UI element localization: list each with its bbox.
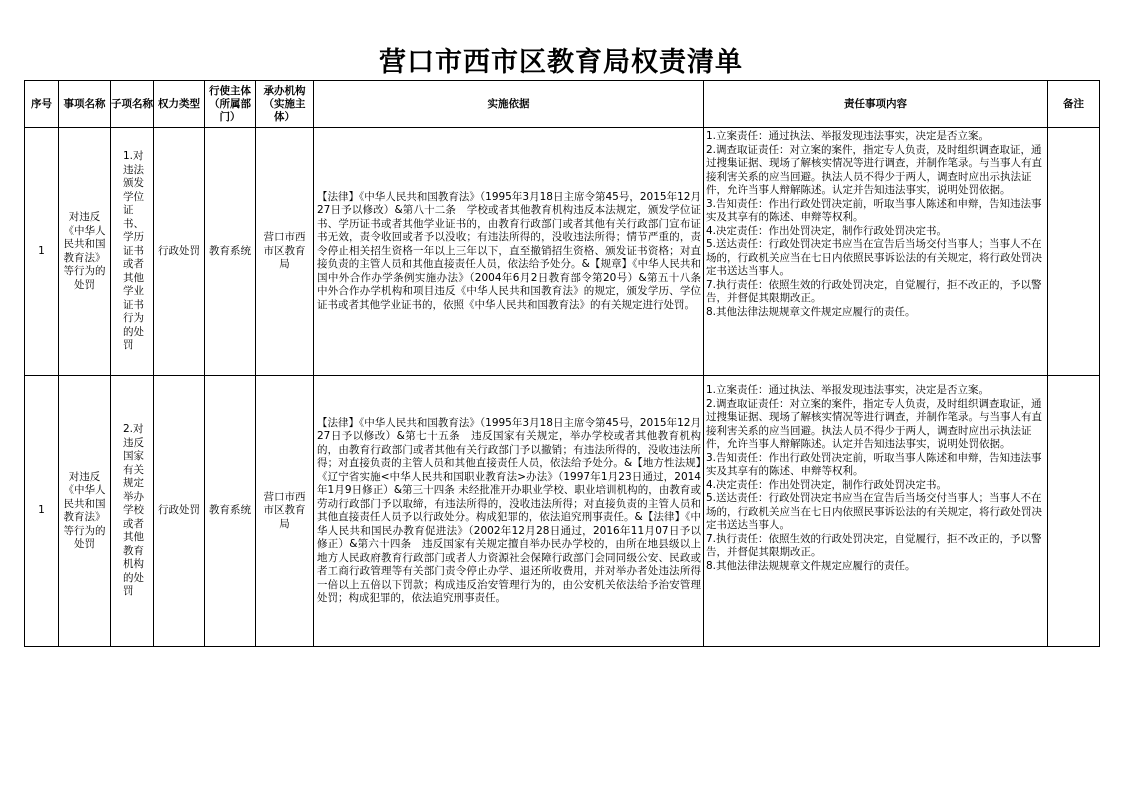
cell-seq: 1 (25, 128, 59, 376)
cell-agency: 营口市西市区教育局 (256, 376, 314, 647)
cell-responsibility (704, 376, 1048, 647)
responsibility-table (24, 80, 1100, 647)
cell-remarks (1048, 376, 1100, 647)
responsibility-line: 2.调查取证责任：对立案的案件，指定专人负责，及时组织调查取证，通过搜集证据、现场了解核实情况等进行调查，并制作笔录。与当事人有直接利害关系的应当回避。执法人员不得少于两人，调查时应出示执法证件，允许当事人辩解陈述。认定并告知违法事实，说明处罚依据。 (706, 143, 1042, 196)
responsibility-line: 5.送达责任：行政处罚决定书应当在宣告后当场交付当事人；当事人不在场的，行政机关应当在七日内依照民事诉讼法的有关规定，将行政处罚决定书送达当事人。 (706, 492, 1042, 531)
responsibility-line: 3.告知责任：作出行政处罚决定前，听取当事人陈述和申辩，告知违法事实及其享有的陈述、申辩等权利。 (706, 197, 1042, 223)
responsibility-line: 8.其他法律法规规章文件规定应履行的责任。 (706, 559, 916, 572)
cell-sub-item: 1.对违法颁发学位证书、学历证书或者其他学业证书行为的处罚 (111, 128, 154, 376)
table-row (25, 376, 1100, 647)
header-seq: 序号 (25, 81, 59, 128)
header-row (25, 81, 1100, 128)
responsibility-line: 5.送达责任：行政处罚决定书应当在宣告后当场交付当事人；当事人不在场的，行政机关应当在七日内依照民事诉讼法的有关规定，将行政处罚决定书送达当事人。 (706, 238, 1042, 277)
page-title: 营口市西市区教育局权责清单 (379, 47, 743, 78)
responsibility-line: 4.决定责任：作出处罚决定，制作行政处罚决定书。 (706, 478, 948, 491)
header-remarks: 备注 (1048, 81, 1100, 128)
cell-power-type: 行政处罚 (154, 376, 205, 647)
header-basis: 实施依据 (314, 81, 704, 128)
cell-item-name: 对违反《中华人民共和国教育法》等行为的处罚 (59, 128, 111, 376)
header-agency: 承办机构（实施主体） (256, 81, 314, 128)
cell-basis: 【法律】《中华人民共和国教育法》（1995年3月18日主席令第45号，2015年12月27日予以修改）&第八十二条 学校或者其他教育机构违反本法规定，颁发学位证书、学历证书或者其他学业证书的，由教育行政部门或者其他有关行政部门宣布证书无效，责令收回或者予以没收；有违法所得的，没收违法所得；情节严重的，责令停止相关招生资格一年以上三年以下，直至撤销招生资格、颁发证书资格；对直接负责的主管人员和其他直接责任人员，依法给予处分。&【规章】《中华人民共和国中外合作办学条例实施办法》（2004年6月2日教育部令第20号）&第五十八条 中外合作办学机构和项目违反《中华人民共和国教育法》的规定，颁发学历、学位证书或者其他学业证书的，依照《中华人民共和国教育法》的有关规定进行处罚。 (314, 128, 704, 376)
cell-subject: 教育系统 (205, 128, 256, 376)
table-row (25, 128, 1100, 376)
cell-remarks (1048, 128, 1100, 376)
cell-responsibility (704, 128, 1048, 376)
cell-agency: 营口市西市区教育局 (256, 128, 314, 376)
header-sub-item: 子项名称 (111, 81, 154, 128)
cell-sub-item: 2.对违反国家有关规定举办学校或者其他教育机构的处罚 (111, 376, 154, 647)
header-power-type: 权力类型 (154, 81, 205, 128)
cell-basis: 【法律】《中华人民共和国教育法》（1995年3月18日主席令第45号，2015年12月27日予以修改）&第七十五条 违反国家有关规定，举办学校或者其他教育机构的，由教育行政部门或者其他有关行政部门予以撤销；有违法所得的，没收违法所得；对直接负责的主管人员和其他直接责任人员，依法给予处分。&【地方性法规】《辽宁省实施<中华人民共和国职业教育法>办法》（1997年1月23日通过，2014年1月9日修正）&第三十四条 未经批准开办职业学校、职业培训机构的，由教育或劳动行政部门予以取缔，有违法所得的，没收违法所得；对直接负责的主管人员和其他直接责任人员予以行政处分。构成犯罪的，依法追究刑事责任。&【法律】《中华人民共和国民办教育促进法》（2002年12月28日通过，2016年11月07日予以修正）&第六十四条 违反国家有关规定擅自举办民办学校的，由所在地县级以上地方人民政府教育行政部门或者人力资源社会保障行政部门会同同级公安、民政或者工商行政管理等有关部门责令停止办学、退还所收费用，并对举办者处违法所得一倍以上五倍以下罚款；构成违反治安管理行为的，由公安机关依法给予治安管理处罚；构成犯罪的，依法追究刑事责任。 (314, 376, 704, 647)
responsibility-line: 1.立案责任：通过执法、举报发现违法事实，决定是否立案。 (706, 130, 990, 142)
responsibility-line: 8.其他法律法规规章文件规定应履行的责任。 (706, 305, 916, 318)
responsibility-line: 3.告知责任：作出行政处罚决定前，听取当事人陈述和申辩，告知违法事实及其享有的陈述、申辩等权利。 (706, 451, 1042, 477)
responsibility-line: 7.执行责任：依照生效的行政处罚决定，自觉履行，拒不改正的，予以警告，并督促其限期改正。 (706, 278, 1042, 304)
cell-subject: 教育系统 (205, 376, 256, 647)
responsibility-line: 1.立案责任：通过执法、举报发现违法事实，决定是否立案。 (706, 384, 990, 396)
responsibility-line: 2.调查取证责任：对立案的案件，指定专人负责，及时组织调查取证，通过搜集证据、现场了解核实情况等进行调查，并制作笔录。与当事人有直接利害关系的应当回避。执法人员不得少于两人，调查时应出示执法证件，允许当事人辩解陈述。认定并告知违法事实，说明处罚依据。 (706, 397, 1042, 450)
cell-power-type: 行政处罚 (154, 128, 205, 376)
cell-item-name: 对违反《中华人民共和国教育法》等行为的处罚 (59, 376, 111, 647)
header-subject: 行使主体（所属部门） (205, 81, 256, 128)
header-responsibility: 责任事项内容 (704, 81, 1048, 128)
responsibility-line: 7.执行责任：依照生效的行政处罚决定，自觉履行，拒不改正的，予以警告，并督促其限期改正。 (706, 532, 1042, 558)
header-item-name: 事项名称 (59, 81, 111, 128)
responsibility-line: 4.决定责任：作出处罚决定，制作行政处罚决定书。 (706, 224, 948, 237)
cell-seq: 1 (25, 376, 59, 647)
